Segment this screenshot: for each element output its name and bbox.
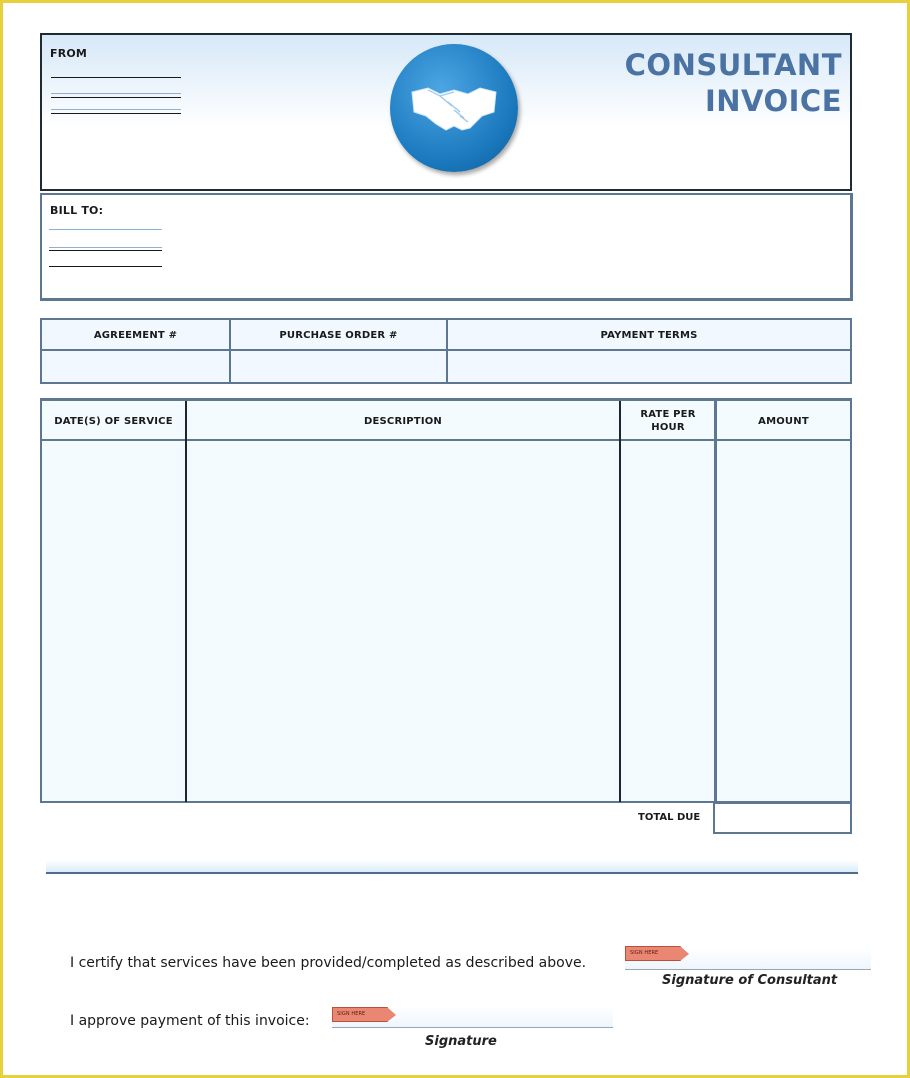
service-table: [40, 398, 852, 803]
consultant-sign-here-tag: SIGN HERE: [625, 946, 681, 961]
purchase-order-field[interactable]: [233, 353, 444, 382]
amount-header: AMOUNT: [758, 416, 809, 427]
payment-terms-header: PAYMENT TERMS: [600, 330, 698, 341]
title-line-1: CONSULTANT: [624, 48, 842, 82]
bill-to-label: BILL TO:: [50, 204, 104, 217]
consultant-statement: I certify that services have been provided/completed as described above.: [70, 955, 587, 971]
amount-column-body[interactable]: [717, 441, 850, 801]
section-divider: [46, 860, 858, 874]
total-due-label: TOTAL DUE: [638, 812, 701, 823]
from-line-5[interactable]: [51, 113, 181, 114]
rate-per-hour-header: RATE PER HOUR: [640, 409, 696, 433]
handshake-logo: [390, 44, 518, 172]
bill-to-line-4[interactable]: [49, 266, 162, 267]
handshake-icon: [410, 82, 498, 134]
bill-to-section: [40, 193, 853, 301]
agreement-number-field[interactable]: [44, 353, 227, 382]
approval-signature-caption: Signature: [425, 1034, 497, 1049]
invoice-header: [40, 33, 852, 191]
approval-sign-here-tag: SIGN HERE: [332, 1007, 388, 1022]
title-line-2: INVOICE: [704, 84, 842, 118]
purchase-order-header: PURCHASE ORDER #: [279, 330, 398, 341]
bill-to-line-1[interactable]: [49, 229, 162, 230]
approval-statement: I approve payment of this invoice:: [70, 1013, 310, 1029]
description-column-body[interactable]: [187, 441, 619, 801]
total-due-field[interactable]: [713, 802, 852, 834]
bill-to-line-2[interactable]: [49, 247, 162, 248]
payment-terms-field[interactable]: [450, 353, 848, 382]
agreement-table: [40, 318, 852, 384]
consultant-signature-caption: Signature of Consultant: [662, 973, 838, 988]
date-of-service-header: DATE(S) OF SERVICE: [54, 416, 173, 427]
dates-column-body[interactable]: [42, 441, 185, 801]
from-line-4[interactable]: [51, 109, 181, 110]
description-header: DESCRIPTION: [363, 416, 443, 427]
rate-column-body[interactable]: [621, 441, 714, 801]
from-label: FROM: [50, 47, 88, 60]
invoice-title: [625, 47, 842, 119]
bill-to-line-3[interactable]: [49, 250, 162, 251]
from-line-2[interactable]: [51, 93, 181, 94]
agreement-number-header: AGREEMENT #: [93, 330, 178, 341]
from-line-3[interactable]: [51, 97, 181, 98]
from-line-1[interactable]: [51, 77, 181, 78]
